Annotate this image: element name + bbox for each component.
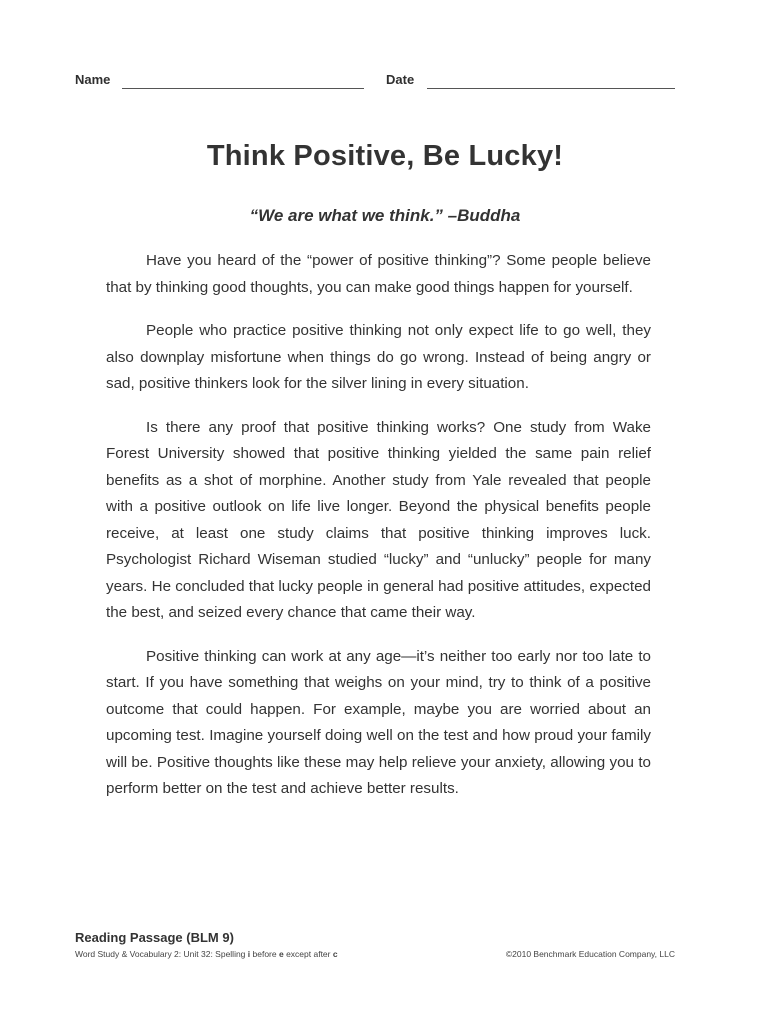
paragraph: Positive thinking can work at any age—it’s neither too early nor too late to start. If you have something that weighs on your mind, try to think of a positive outcome that could happen. For example, maybe you are worried about an upcoming test. Imagine yourself doing well on the test and how proud your family will be. Positive thoughts like these may help relieve your anxiety, allowing you to perform better on the test and achieve better results. [106,647,651,797]
footer-subtitle-letter: i [247,949,251,959]
paragraph: People who practice positive thinking not only expect life to go well, they also downplay misfortune when things do go wrong. Instead of being angry or sad, positive thinkers look for the silver lining in every situation. [106,322,651,392]
footer-title: Reading Passage (BLM 9) [75,930,234,945]
footer-copyright: ©2010 Benchmark Education Company, LLC [505,949,675,959]
passage-body [106,248,651,820]
footer-subtitle-part: before [250,949,279,959]
page-title: Think Positive, Be Lucky! [206,140,564,172]
date-label: Date [386,72,415,87]
date-field-line[interactable] [427,88,675,89]
footer-subtitle-part: Word Study & Vocabulary 2: Unit 32: Spelling [75,949,248,959]
name-label: Name [75,72,111,87]
footer-subtitle-part: except after [283,949,333,959]
epigraph-quote: “We are what we think.” –Buddha [249,206,521,225]
footer-subtitle-letter: c [332,949,338,959]
footer-subtitle-letter: e [278,949,284,959]
page-footer [75,930,675,970]
paragraph: Is there any proof that positive thinking works? One study from Wake Forest University showed that positive thinking yielded the same pain relief benefits as a shot of morphine. Another study from Yale revealed that people with a positive outlook on life live longer. Beyond the physical benefits people receive, at least one study claims that positive thinking improves luck. Psychologist Richard Wiseman studied “lucky” and “unlucky” people for many years. He concluded that lucky people in general had positive attitudes, expected the best, and seized every chance that came their way. [106,418,651,621]
header-fields [75,72,675,92]
footer-subtitle [75,949,338,959]
name-field-line[interactable] [122,88,364,89]
paragraph: Have you heard of the “power of positive thinking”? Some people believe that by thinking good thoughts, you can make good things happen for yourself. [106,252,651,296]
